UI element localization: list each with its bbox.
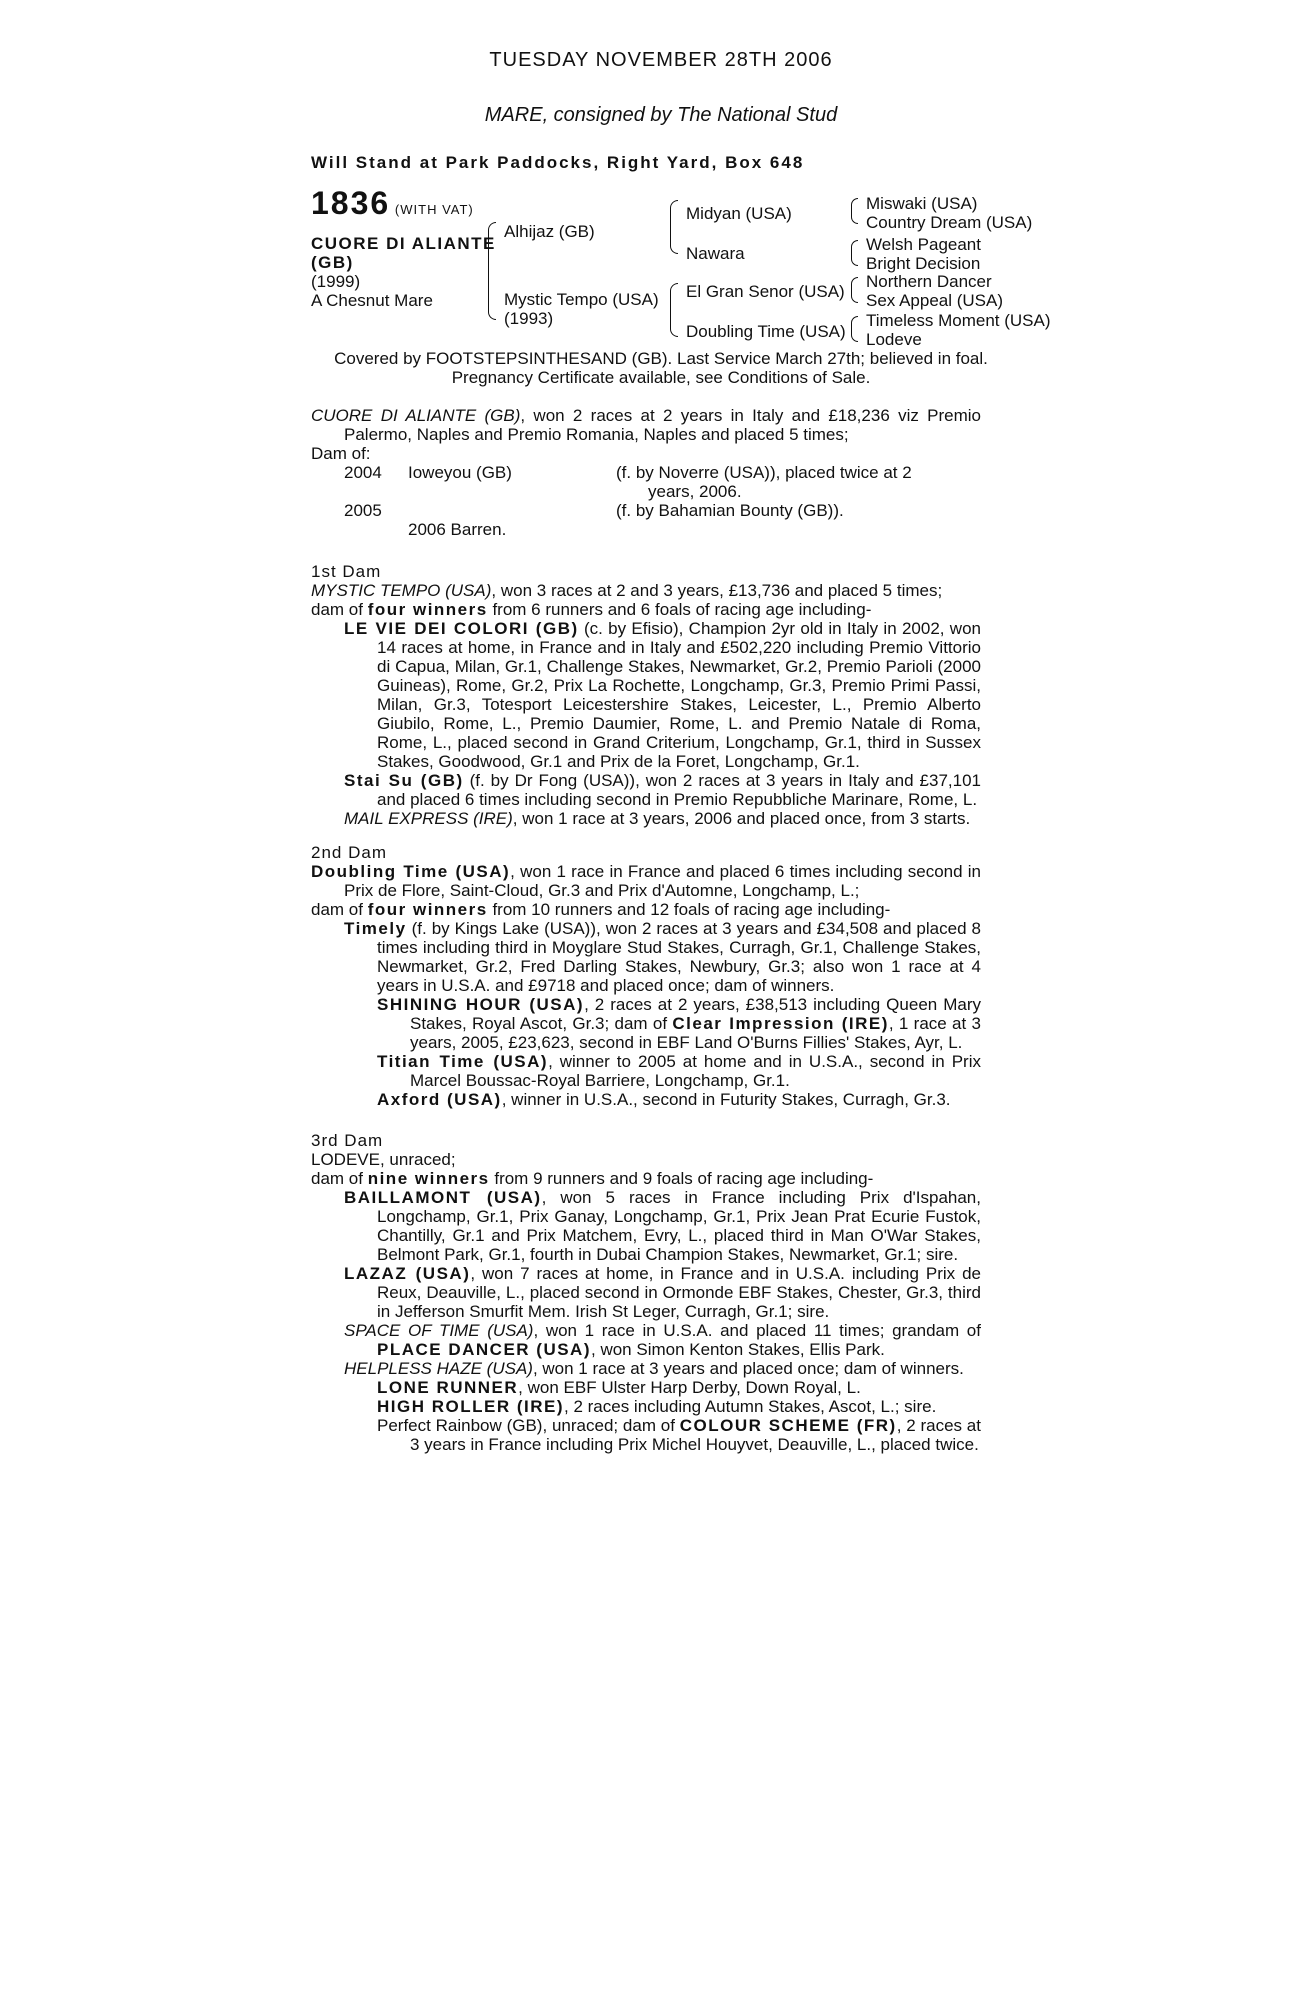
second-dam-text: , won 1 race in France and placed 6 times including second in Prix de Flore, Saint-Cloud, Gr.3 and Prix d'Automne, Longchamp, L.;	[344, 862, 981, 900]
pedigree-brace-6	[851, 277, 858, 303]
pedigree-brace-7	[851, 316, 858, 342]
produce-entry	[344, 809, 981, 828]
grand-produce-entry	[377, 1090, 981, 1109]
record-paragraph	[311, 406, 981, 444]
foal-note-1: (f. by Noverre (USA)), placed twice at 2	[616, 463, 912, 482]
second-dam-record	[311, 862, 981, 900]
foal-name-1: Ioweyou (GB)	[408, 463, 512, 482]
produce-entry	[344, 1188, 981, 1264]
dam-of-post: from 9 runners and 9 foals of racing age including-	[489, 1169, 874, 1188]
pedigree-dds: Timeless Moment (USA)	[866, 311, 1051, 330]
pedigree-dss: Northern Dancer	[866, 272, 992, 291]
produce-name: COLOUR SCHEME (FR)	[679, 1416, 897, 1435]
pedigree-dsd: Sex Appeal (USA)	[866, 291, 1004, 310]
third-dam-section	[311, 1131, 981, 1454]
pedigree-dam-year: (1993)	[504, 309, 554, 328]
produce-name: Timely	[344, 919, 407, 938]
produce-entry	[344, 1321, 981, 1359]
produce-name: SHINING HOUR (USA)	[377, 995, 585, 1014]
pedigree-ddd: Lodeve	[866, 330, 922, 349]
produce-entry	[344, 1264, 981, 1321]
grand-produce-entry	[377, 1378, 981, 1397]
pregnancy-line: Pregnancy Certificate available, see Conditions of Sale.	[451, 368, 871, 387]
foal-note-2: (f. by Bahamian Bounty (GB)).	[616, 501, 844, 520]
foal-year-2: 2005	[344, 501, 382, 520]
pedigree-brace-3	[670, 283, 678, 337]
produce-text: , 2 races including Autumn Stakes, Ascot, L.; sire.	[564, 1397, 937, 1416]
pedigree-brace-2	[670, 200, 678, 254]
produce-name: HIGH ROLLER (IRE)	[377, 1397, 564, 1416]
first-dam-section	[311, 562, 981, 828]
produce-text: , 1 race at 3 years, 2005, £23,623, second in EBF Land O'Burns Fillies' Stakes, Ayr, L.	[410, 1014, 981, 1052]
pedigree-dam-dam: Doubling Time (USA)	[686, 322, 846, 341]
produce-entry	[344, 1359, 981, 1378]
dam-of-pre: dam of	[311, 1169, 368, 1188]
pedigree-dam-sire: El Gran Senor (USA)	[686, 282, 845, 301]
produce-name: PLACE DANCER (USA)	[377, 1340, 591, 1359]
second-dam-section	[311, 843, 981, 1109]
pedigree-brace-1	[488, 222, 496, 320]
produce-name: LONE RUNNER	[377, 1378, 519, 1397]
record-horse-name: CUORE DI ALIANTE (GB)	[311, 406, 521, 425]
horse-description: A Chesnut Mare	[311, 291, 433, 310]
dam-of-pre: dam of	[311, 900, 368, 919]
produce-entry	[344, 619, 981, 771]
produce-text: , 2 races at 3 years in France including Prix Michel Houyvet, Deauville, L., placed twice.	[410, 1416, 981, 1454]
produce-name: SPACE OF TIME (USA)	[344, 1321, 534, 1340]
vat-note: (WITH VAT)	[394, 202, 474, 217]
pedigree-sss: Miswaki (USA)	[866, 194, 978, 213]
pedigree-sdd: Bright Decision	[866, 254, 981, 273]
grand-produce-entry	[377, 1052, 981, 1090]
second-dam-heading: 2nd Dam	[311, 843, 387, 862]
winners-count: four winners	[367, 600, 488, 619]
produce-text: , 2 races at 2 years, £38,513 including Queen Mary Stakes, Royal Ascot, Gr.3; dam of	[410, 995, 981, 1033]
pedigree-dam: Mystic Tempo (USA)	[504, 290, 659, 309]
horse-name: CUORE DI ALIANTE	[311, 234, 496, 253]
produce-text: , won 1 race at 3 years, 2006 and placed once, from 3 starts.	[512, 809, 971, 828]
lot-number: 1836	[311, 185, 391, 221]
covered-line: Covered by FOOTSTEPSINTHESAND (GB). Last Service March 27th; believed in foal.	[334, 349, 988, 368]
produce-name: LAZAZ (USA)	[344, 1264, 471, 1283]
winners-count: nine winners	[367, 1169, 490, 1188]
produce-name: Titian Time (USA)	[377, 1052, 549, 1071]
produce-text: , won Simon Kenton Stakes, Ellis Park.	[591, 1340, 885, 1359]
produce-entry	[344, 919, 981, 995]
grand-produce-entry	[377, 1397, 981, 1416]
produce-name: BAILLAMONT (USA)	[344, 1188, 542, 1207]
pedigree-sire-sire: Midyan (USA)	[686, 204, 792, 223]
third-dam-produce	[311, 1169, 981, 1188]
produce-text: , won 5 races in France including Prix d'Ispahan, Longchamp, Gr.1, Prix Ganay, Longchamp, Gr.1, Prix Jean Prat Ecurie Fustok, Chantilly, Gr.1 and Prix Matchem, Evry, L., placed third in Man O'War Stakes, Belmont Park, Gr.1, fourth in Dubai Champion Stakes, Newmarket, Gr.1; sire.	[377, 1188, 981, 1264]
first-dam-text: , won 3 races at 2 and 3 years, £13,736 and placed 5 times;	[491, 581, 943, 600]
first-dam-name: MYSTIC TEMPO (USA)	[311, 581, 492, 600]
grand-produce-entry	[377, 1416, 981, 1454]
pedigree-brace-4	[851, 198, 858, 224]
lot-number-row	[311, 185, 474, 221]
grand-produce-entry	[377, 995, 981, 1052]
produce-name: Axford (USA)	[377, 1090, 502, 1109]
third-dam-name: LODEVE, unraced;	[311, 1150, 456, 1169]
produce-name: MAIL EXPRESS (IRE)	[344, 809, 513, 828]
first-dam-record	[311, 581, 981, 600]
produce-text: Perfect Rainbow (GB), unraced; dam of	[377, 1416, 680, 1435]
pedigree-brace-5	[851, 240, 858, 266]
consignor-line: MARE, consigned by The National Stud	[484, 104, 838, 126]
race-record	[311, 406, 981, 463]
first-dam-produce	[311, 600, 981, 619]
produce-text: , winner in U.S.A., second in Futurity Stakes, Curragh, Gr.3.	[501, 1090, 951, 1109]
produce-text: (f. by Dr Fong (USA)), won 2 races at 3 years in Italy and £37,101 and placed 6 times including second in Premio Repubbliche Marinare, Rome, L.	[377, 771, 981, 809]
first-dam-heading: 1st Dam	[311, 562, 382, 581]
barren-note: 2006 Barren.	[408, 520, 507, 539]
dam-of-post: from 6 runners and 6 foals of racing age including-	[487, 600, 872, 619]
horse-year: (1999)	[311, 272, 361, 291]
stable-location: Will Stand at Park Paddocks, Right Yard, Box 648	[311, 153, 805, 172]
foal-note-1b: years, 2006.	[648, 482, 742, 501]
dam-of-label: Dam of:	[311, 444, 371, 463]
second-dam-name: Doubling Time (USA)	[311, 862, 511, 881]
second-dam-produce	[311, 900, 981, 919]
sale-date: TUESDAY NOVEMBER 28TH 2006	[489, 49, 833, 71]
produce-text: , winner to 2005 at home and in U.S.A., second in Prix Marcel Boussac-Royal Barriere, Longchamp, Gr.1.	[410, 1052, 981, 1090]
dam-of-pre: dam of	[311, 600, 368, 619]
horse-country: (GB)	[311, 253, 354, 272]
produce-name: Clear Impression (IRE)	[672, 1014, 889, 1033]
produce-text: (c. by Efisio), Champion 2yr old in Italy in 2002, won 14 races at home, in France and in Italy and £502,220 including Premio Vittorio di Capua, Milan, Gr.1, Challenge Stakes, Newmarket, Gr.2, Premio Parioli (2000 Guineas), Rome, Gr.2, Prix La Rochette, Longchamp, Gr.3, Premio Primi Passi, Milan, Gr.3, Totesport Leicestershire Stakes, Leicester, L., Premio Alberto Giubilo, Rome, L., Premio Daumier, Rome, L. and Premio Natale di Roma, Rome, L., placed second in Grand Criterium, Longchamp, Gr.1, third in Sussex Stakes, Goodwood, Gr.1 and Prix de la Foret, Longchamp, Gr.1.	[377, 619, 981, 771]
produce-name: Stai Su (GB)	[344, 771, 464, 790]
produce-name: HELPLESS HAZE (USA)	[344, 1359, 533, 1378]
foal-year-1: 2004	[344, 463, 382, 482]
pedigree-sds: Welsh Pageant	[866, 235, 981, 254]
winners-count: four winners	[367, 900, 488, 919]
produce-name: LE VIE DEI COLORI (GB)	[344, 619, 579, 638]
produce-text: (f. by Kings Lake (USA)), won 2 races at 3 years and £34,508 and placed 8 times including third in Moyglare Stud Stakes, Curragh, Gr.1, Challenge Stakes, Newmarket, Gr.2, Fred Darling Stakes, Newbury, Gr.3; also won 1 race at 4 years in U.S.A. and £9718 and placed once; dam of winners.	[377, 919, 981, 995]
produce-text: , won 1 race at 3 years and placed once; dam of winners.	[532, 1359, 964, 1378]
pedigree-sire: Alhijaz (GB)	[504, 222, 595, 241]
pedigree-ssd: Country Dream (USA)	[866, 213, 1033, 232]
produce-text: , won 7 races at home, in France and in U.S.A. including Prix de Reux, Deauville, L., placed second in Ormonde EBF Stakes, Chester, Gr.3, third in Jefferson Smurfit Mem. Irish St Leger, Curragh, Gr.1; sire.	[377, 1264, 981, 1321]
third-dam-heading: 3rd Dam	[311, 1131, 384, 1150]
dam-of-post: from 10 runners and 12 foals of racing age including-	[487, 900, 891, 919]
produce-text: , won 1 race in U.S.A. and placed 11 times; grandam of	[533, 1321, 981, 1340]
record-text: , won 2 races at 2 years in Italy and £18,236 viz Premio Palermo, Naples and Premio Romania, Naples and placed 5 times;	[344, 406, 981, 444]
pedigree-sire-dam: Nawara	[686, 244, 745, 263]
produce-text: , won EBF Ulster Harp Derby, Down Royal, L.	[518, 1378, 861, 1397]
produce-entry	[344, 771, 981, 809]
